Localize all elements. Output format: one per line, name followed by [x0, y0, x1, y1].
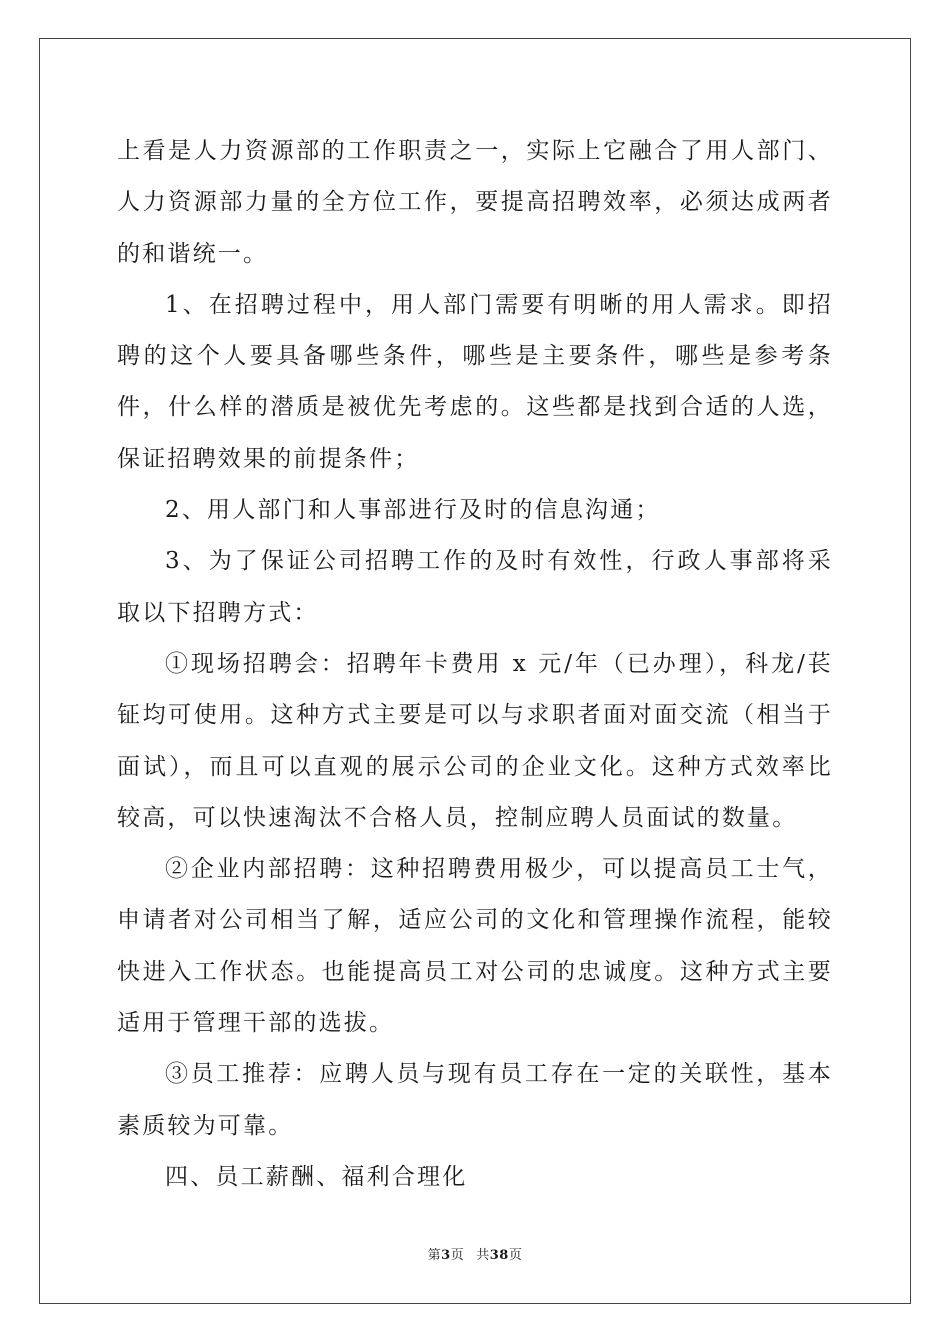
total-pages: 38 — [489, 1248, 509, 1263]
page-number: 3 — [441, 1248, 451, 1263]
paragraph-item-2: 2、用人部门和人事部进行及时的信息沟通； — [165, 497, 661, 524]
paragraph-method-3: ③员工推荐：应聘人员与现有员工存在一定的关联性，基本素质较为可靠。 — [117, 1061, 833, 1139]
paragraph-method-2: ②企业内部招聘：这种招聘费用极少，可以提高员工士气，申请者对公司相当了解，适应公司的文化和管理操作流程，能较快进入工作状态。也能提高员工对公司的忠诚度。这种方式主要适用于管理干部的选拔。 — [117, 856, 833, 1037]
page-suffix: 页 — [450, 1248, 465, 1263]
paragraph-continuation: 上看是人力资源部的工作职责之一，实际上它融合了用人部门、人力资源部力量的全方位工作，要提高招聘效率，必须达成两者的和谐统一。 — [117, 138, 833, 267]
total-suffix: 页 — [508, 1248, 523, 1263]
paragraph-method-1: ①现场招聘会：招聘年卡费用 x 元/年（已办理），科龙/苌钲均可使用。这种方式主要是可以与求职者面对面交流（相当于面试），而且可以直观的展示公司的企业文化。这种方式效率比较高，可以快速淘汰不合格人员，控制应聘人员面试的数量。 — [117, 650, 833, 831]
page-footer — [0, 1244, 950, 1263]
document-body — [117, 126, 833, 1203]
page-prefix: 第 — [427, 1248, 442, 1263]
paragraph-item-3: 3、为了保证公司招聘工作的及时有效性，行政人事部将采取以下招聘方式： — [117, 548, 833, 626]
paragraph-item-1: 1、在招聘过程中，用人部门需要有明晰的用人需求。即招聘的这个人要具备哪些条件，哪些是主要条件，哪些是参考条件，什么样的潜质是被优先考虑的。这些都是找到合适的人选，保证招聘效果的前提条件； — [117, 291, 833, 472]
section-heading: 四、员工薪酬、福利合理化 — [165, 1163, 468, 1190]
total-prefix: 共 — [476, 1248, 490, 1263]
